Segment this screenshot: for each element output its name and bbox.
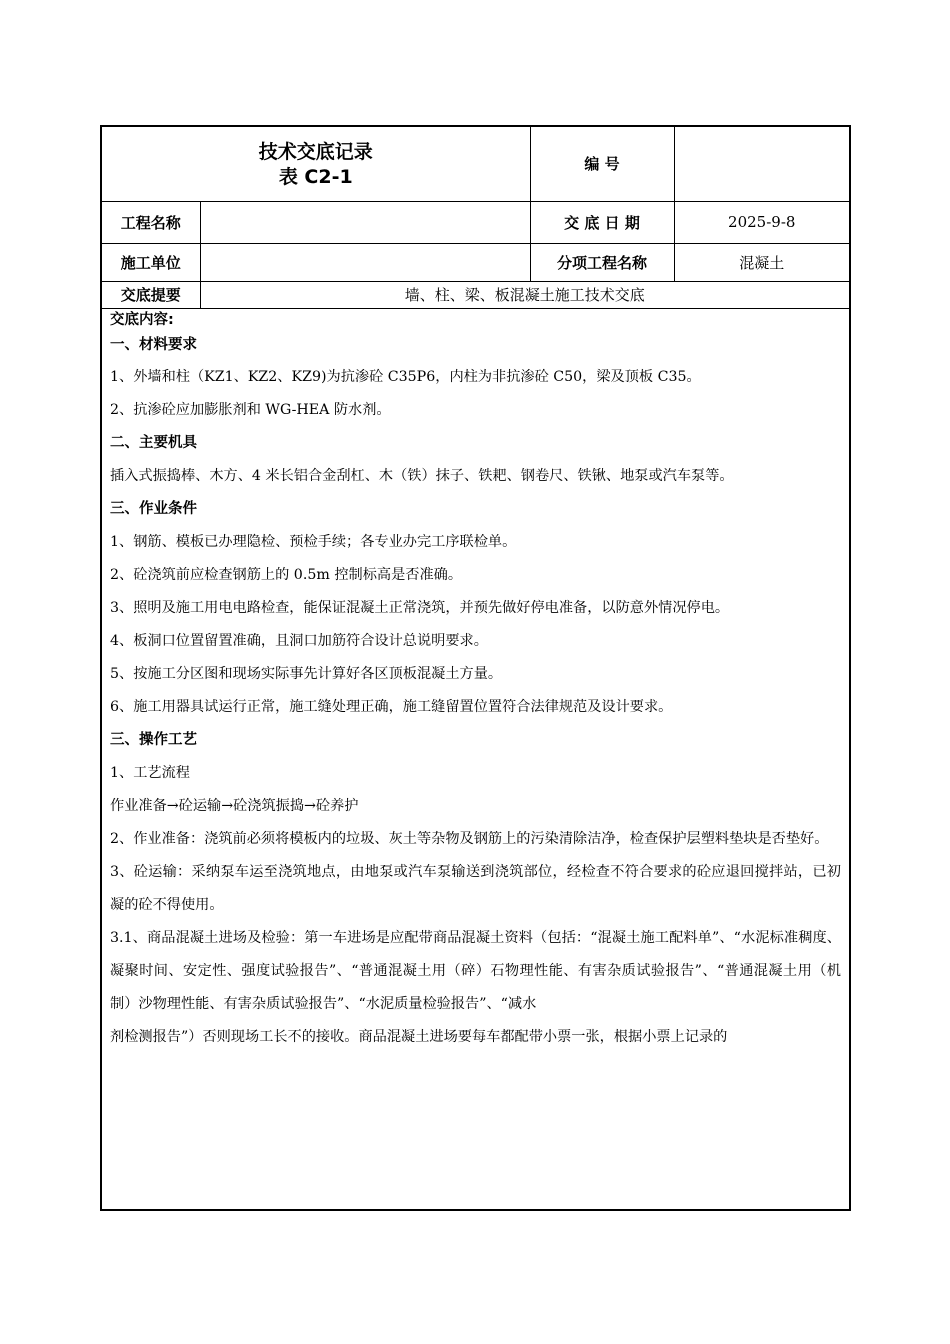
- subproject-label: 分项工程名称: [530, 243, 674, 281]
- form-header-table: [102, 127, 849, 309]
- number-value[interactable]: [674, 127, 849, 201]
- conditions-item-3: 3、照明及施工用电电路检查，能保证混凝土正常浇筑，并预先做好停电准备，以防意外情况停电。: [110, 599, 730, 616]
- conditions-item-6: 6、施工用器具试运行正常，施工缝处理正确，施工缝留置位置符合法律规范及设计要求。: [110, 698, 673, 715]
- project-name-value[interactable]: [200, 201, 530, 243]
- conditions-item-2: 2、砼浇筑前应检查钢筋上的 0.5m 控制标高是否准确。: [110, 566, 463, 583]
- date-value[interactable]: 2025-9-8: [674, 201, 849, 243]
- form-title: 技术交底记录: [258, 140, 373, 163]
- subproject-value[interactable]: 混凝土: [674, 243, 849, 281]
- form-code: 表 C2-1: [278, 165, 353, 188]
- materials-item-2: 2、抗渗砼应加膨胀剂和 WG-HEA 防水剂。: [110, 401, 391, 418]
- section-materials-title: 一、材料要求: [110, 336, 197, 353]
- process-item-3: 3、砼运输：采纳泵车运至浇筑地点，由地泵或汽车泵输送到浇筑部位，经检查不符合要求的砼应退回搅拌站，已初凝的砼不得使用。: [110, 863, 841, 913]
- disclosure-content: [102, 309, 849, 1054]
- project-name-label: 工程名称: [102, 201, 200, 243]
- conditions-item-1: 1、钢筋、模板已办理隐检、预检手续；各专业办完工序联检单。: [110, 533, 517, 550]
- conditions-item-5: 5、按施工分区图和现场实际事先计算好各区顶板混凝土方量。: [110, 665, 503, 682]
- process-item-2: 2、作业准备：浇筑前必须将模板内的垃圾、灰土等杂物及钢筋上的污染清除洁净，检查保护层塑料垫块是否垫好。: [110, 830, 829, 847]
- process-flow: 作业准备→砼运输→砼浇筑振捣→砼养护: [110, 797, 359, 814]
- summary-value[interactable]: 墙、柱、梁、板混凝土施工技术交底: [200, 281, 849, 308]
- equipment-list: 插入式振捣棒、木方、4 米长铝合金刮杠、木（铁）抹子、铁耙、钢卷尺、铁锹、地泵或汽车泵等。: [110, 467, 734, 484]
- materials-item-1: 1、外墙和柱（KZ1、KZ2、KZ9)为抗渗砼 C35P6，内柱为非抗渗砼 C50，梁及顶板 C35。: [110, 368, 701, 385]
- section-equipment-title: 二、主要机具: [110, 434, 197, 451]
- technical-disclosure-form: [100, 125, 851, 1211]
- process-item-3-1-cont: 剂检测报告”）否则现场工长不的接收。商品混凝土进场要每车都配带小票一张，根据小票上记录的: [110, 1028, 728, 1045]
- process-item-1: 1、工艺流程: [110, 764, 190, 781]
- contractor-value[interactable]: [200, 243, 530, 281]
- number-label: 编 号: [530, 127, 674, 201]
- conditions-item-4: 4、板洞口位置留置准确，且洞口加筋符合设计总说明要求。: [110, 632, 488, 649]
- summary-label: 交底提要: [102, 281, 200, 308]
- content-heading: 交底内容:: [110, 311, 174, 328]
- form-title-cell: [102, 127, 530, 201]
- contractor-label: 施工单位: [102, 243, 200, 281]
- section-conditions-title: 三、作业条件: [110, 500, 197, 517]
- section-process-title: 三、操作工艺: [110, 731, 197, 748]
- process-item-3-1: 3.1、商品混凝土进场及检验：第一车进场是应配带商品混凝土资料（包括：“混凝土施工配料单”、“水泥标准稠度、凝聚时间、安定性、强度试验报告”、“普通混凝土用（碎）石物理性能、有害杂质试验报告”、“普通混凝土用（机制）沙物理性能、有害杂质试验报告”、“水泥质量检验报告”、“减水: [110, 929, 841, 1012]
- date-label: 交 底 日 期: [530, 201, 674, 243]
